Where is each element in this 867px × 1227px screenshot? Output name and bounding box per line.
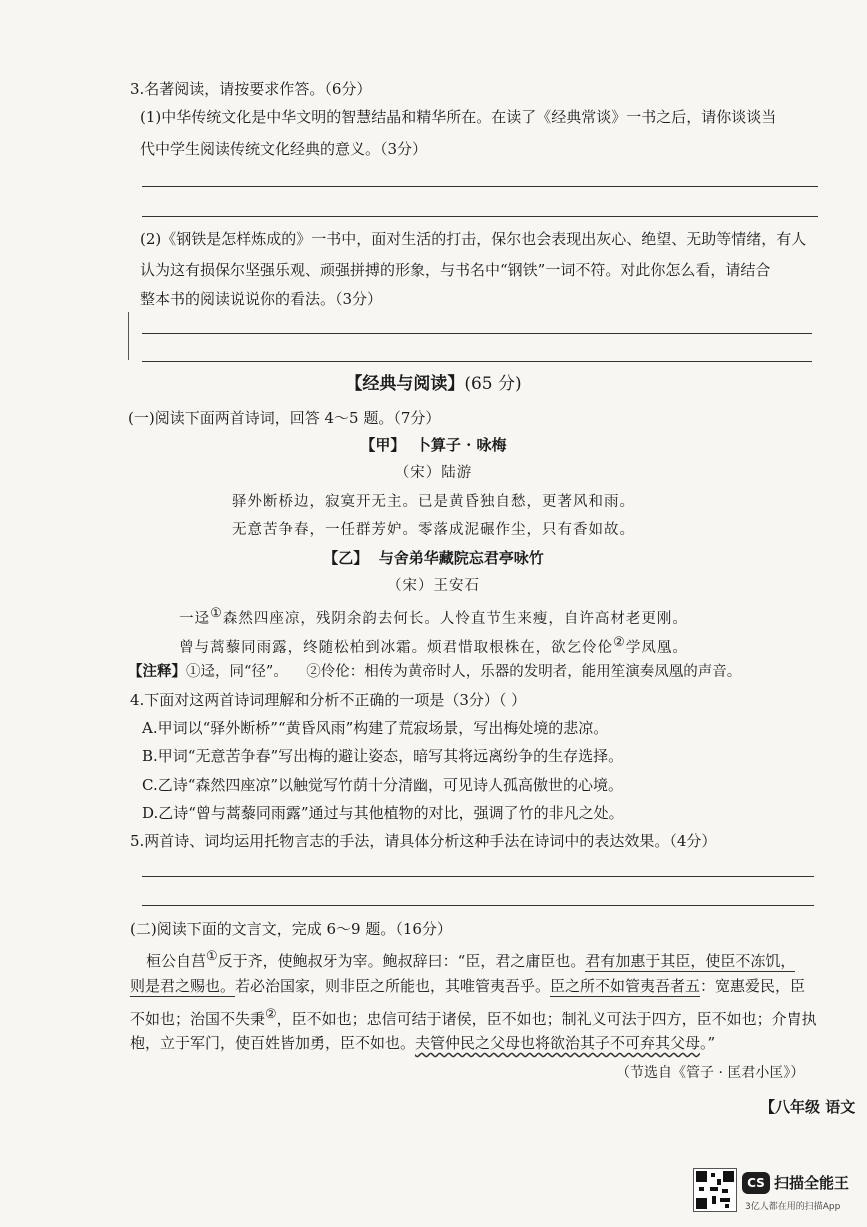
poem-a-line2: 无意苦争春，一任群芳妒。零落成泥碾作尘，只有香如故。: [232, 522, 635, 538]
answer-line: [142, 216, 818, 217]
q4-option-c: C.乙诗“森然四座凉”以触觉写竹荫十分清幽，可见诗人孤高傲世的心境。: [142, 776, 624, 794]
section-title-text: 【经典与阅读】: [345, 374, 465, 394]
poem-a-author: （宋）陆游: [394, 465, 473, 481]
app-name: 扫描全能王: [774, 1174, 850, 1192]
section-score: (65 分): [464, 374, 522, 394]
footnote-mark: ②: [265, 1007, 277, 1022]
section-title: [0, 373, 867, 395]
app-tagline: 3亿人都在用的扫描App: [745, 1202, 841, 1212]
q3-part1-line2: 代中学生阅读传统文化经典的意义。（3分）: [140, 140, 428, 158]
poem-a-line1: 驿外断桥边，寂寞开无主。已是黄昏独自愁，更著风和雨。: [232, 494, 635, 510]
qr-code-icon: [693, 1168, 737, 1212]
text-segment: 。”: [700, 1034, 716, 1052]
q4-option-a: A.甲词以“驿外断桥”“黄昏风雨”构建了荒寂场景，写出梅处境的悲凉。: [142, 719, 609, 737]
text-segment: 反于齐，使鲍叔牙为宰。鲍叔辞曰：“臣，君之庸臣也。: [217, 952, 586, 970]
q4-option-b: B.甲词“无意苦争春”写出梅的避让姿态，暗写其将远离纷争的生存选择。: [142, 747, 624, 765]
answer-line: [142, 361, 812, 362]
poem-b-author: （宋）王安石: [387, 578, 480, 594]
camscanner-logo-icon: CS: [742, 1172, 770, 1194]
poem-b-heading: [0, 547, 867, 569]
underlined-sentence: 则是君之赐也。: [130, 977, 236, 995]
text-segment: ：宽惠爱民，臣: [700, 977, 806, 995]
answer-line: [142, 905, 814, 906]
q3-part2-line3: 整本书的阅读说说你的看法。（3分）: [140, 290, 383, 308]
underlined-sentence: 君有加惠于其臣，使臣不冻饥，: [585, 952, 796, 970]
q3-part2-line2: 认为这有损保尔坚强乐观、顽强拼搏的形象，与书名中“钢铁”一词不符。对此你怎么看，请结合: [140, 261, 771, 279]
wavy-underlined-sentence: 夫管仲民之父母也将欲治其子不可弃其父母: [415, 1034, 701, 1052]
poem-b-line2: [0, 632, 867, 659]
poem-b-line1-rest: 森然四座凉，残阴余韵去何长。人怜直节生来瘦，自许高材老更刚。: [222, 610, 688, 627]
q4-stem: 4.下面对这两首诗词理解和分析不正确的一项是（3分）（ ）: [130, 691, 527, 709]
answer-line: [142, 186, 818, 187]
poem-b-label: 【乙】: [323, 549, 369, 567]
annotation-label: 【注释】: [128, 663, 186, 680]
text-segment: 枹，立于军门，使百姓皆加勇，臣不如也。: [130, 1034, 416, 1052]
q3-title: 3.名著阅读，请按要求作答。（6分）: [130, 80, 372, 98]
poem-b-line1-start: 一迳: [179, 610, 211, 627]
answer-line: [142, 333, 812, 334]
text-segment: 不如也；治国不失秉: [130, 1010, 266, 1028]
classical-text-line2: [130, 975, 805, 997]
q3-part1-line1: (1)中华传统文化是中华文明的智慧结晶和精华所在。在读了《经典常谈》一书之后，请你谈谈当: [140, 108, 777, 126]
poem-b-line2-rest: 学凤凰。: [625, 639, 688, 656]
text-segment: ，臣不如也；忠信可结于诸侯，臣不如也；制礼义可法于四方，臣不如也；介胄执: [276, 1010, 817, 1028]
answer-line: [142, 876, 814, 877]
footnote-mark: ①: [206, 949, 218, 964]
poem-a-heading: [0, 434, 867, 456]
poem-b-title: 与舍弟华藏院忘君亭咏竹: [378, 549, 544, 567]
margin-mark: [128, 312, 129, 360]
q4-option-d: D.乙诗“曾与蒿藜同雨露”通过与其他植物的对比，强调了竹的非凡之处。: [142, 804, 624, 822]
underlined-sentence: 臣之所不如管夷吾者五: [550, 977, 701, 995]
text-segment: 桓公自莒: [146, 952, 207, 970]
grade-tag: 【八年级 语文: [760, 1098, 856, 1116]
annotation-1: ①迳，同“径”。: [186, 664, 288, 680]
classical-text-line4: [130, 1032, 715, 1054]
classical-text-line3: [130, 1004, 817, 1030]
footnote-mark: ②: [613, 635, 626, 650]
poem-a-title: 卜算子 · 咏梅: [415, 436, 507, 454]
poem-b-line2-start: 曾与蒿藜同雨露，终随松柏到冰霜。烦君惜取根株在，欲乞伶伦: [179, 639, 614, 656]
q3-part2-line1: (2)《钢铁是怎样炼成的》一书中，面对生活的打击，保尔也会表现出灰心、绝望、无助等情绪，有人: [140, 230, 807, 248]
annotation-2: ②伶伦：相传为黄帝时人，乐器的发明者，能用笙演奏凤凰的声音。: [306, 664, 742, 680]
footnote-mark: ①: [210, 606, 223, 621]
poem-a-label: 【甲】: [360, 436, 406, 454]
text-segment: 若必治国家，则非臣之所能也，其唯管夷吾乎。: [235, 977, 551, 995]
classical-text-line1: [146, 946, 795, 972]
part1-intro: (一)阅读下面两首诗词，回答 4～5 题。（7分）: [128, 409, 441, 427]
part2-intro: (二)阅读下面的文言文，完成 6～9 题。（16分）: [130, 920, 452, 938]
text-source: （节选自《管子 · 匡君小匡》）: [616, 1065, 805, 1081]
q5-stem: 5.两首诗、词均运用托物言志的手法，请具体分析这种手法在诗词中的表达效果。（4分）: [130, 832, 717, 850]
annotation: [128, 661, 741, 683]
poem-b-line1: [0, 603, 867, 630]
